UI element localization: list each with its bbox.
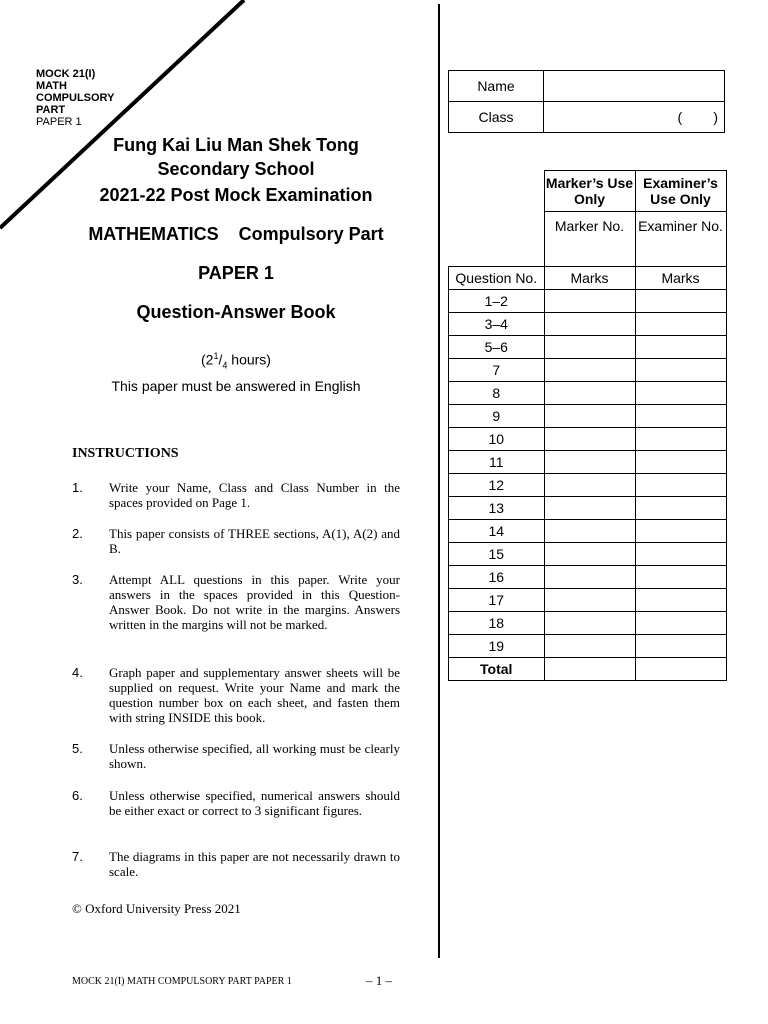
footer-text: MOCK 21(I) MATH COMPULSORY PART PAPER 1 (72, 976, 292, 987)
question-no-header: Question No. (449, 267, 545, 290)
question-number: 1–2 (449, 290, 545, 313)
page-divider (438, 4, 440, 958)
instruction-number: 3. (72, 572, 83, 587)
examiner-total-cell[interactable] (635, 658, 726, 681)
corner-line-2: MATH (36, 80, 67, 92)
table-row (449, 566, 727, 589)
examiner-mark-cell[interactable] (635, 313, 726, 336)
question-number: 10 (449, 428, 545, 451)
examiner-mark-cell[interactable] (635, 543, 726, 566)
marker-mark-cell[interactable] (544, 313, 635, 336)
examiner-mark-cell[interactable] (635, 497, 726, 520)
instruction-item (72, 480, 400, 510)
instruction-number: 7. (72, 849, 83, 864)
instruction-item (72, 788, 400, 818)
marks-table (448, 170, 727, 681)
table-row (449, 520, 727, 543)
examiner-mark-cell[interactable] (635, 405, 726, 428)
marker-no-cell: Marker No. (544, 212, 635, 267)
total-label: Total (449, 658, 545, 681)
marker-total-cell[interactable] (544, 658, 635, 681)
examiner-mark-cell[interactable] (635, 290, 726, 313)
class-number-field[interactable]: ( ) (677, 109, 718, 125)
subject-title: MATHEMATICS Compulsory Part (88, 224, 384, 244)
marker-mark-cell[interactable] (544, 428, 635, 451)
table-row (449, 290, 727, 313)
examiner-mark-cell[interactable] (635, 359, 726, 382)
corner-line-4: PART (36, 104, 66, 116)
examiner-mark-cell[interactable] (635, 566, 726, 589)
school-name-line2: Secondary School (157, 159, 315, 179)
class-label: Class (449, 102, 544, 133)
examiner-mark-cell[interactable] (635, 451, 726, 474)
question-number: 17 (449, 589, 545, 612)
duration: ($2^1/_4$ hours) (201, 351, 271, 371)
marker-mark-cell[interactable] (544, 635, 635, 658)
examiner-mark-cell[interactable] (635, 612, 726, 635)
corner-label (36, 68, 114, 128)
instruction-text: Graph paper and supplementary answer sheets will be supplied on request. Write your Name and mark the question number box on each sheet, and fasten them with string INSIDE this book. (109, 665, 400, 725)
marker-mark-cell[interactable] (544, 451, 635, 474)
marker-mark-cell[interactable] (544, 589, 635, 612)
table-row (449, 382, 727, 405)
marker-mark-cell[interactable] (544, 382, 635, 405)
question-number: 15 (449, 543, 545, 566)
book-title: Question-Answer Book (136, 302, 336, 322)
question-number: 16 (449, 566, 545, 589)
table-row (449, 428, 727, 451)
student-info-box (448, 70, 725, 133)
instruction-text: Unless otherwise specified, all working must be clearly shown. (109, 741, 400, 771)
class-field[interactable] (544, 102, 725, 133)
table-row (449, 359, 727, 382)
instruction-number: 6. (72, 788, 83, 803)
instruction-text: Write your Name, Class and Class Number in the spaces provided on Page 1. (109, 480, 400, 510)
table-row (449, 474, 727, 497)
instruction-text: This paper consists of THREE sections, A(1), A(2) and B. (109, 526, 400, 556)
corner-paper: PAPER 1 (36, 116, 82, 128)
blank-cell (449, 171, 545, 212)
marker-mark-cell[interactable] (544, 612, 635, 635)
examiner-mark-cell[interactable] (635, 635, 726, 658)
instruction-number: 1. (72, 480, 83, 495)
marker-mark-cell[interactable] (544, 520, 635, 543)
duration-prefix: (2 (201, 351, 214, 368)
instruction-text: Unless otherwise specified, numerical answers should be either exact or correct to 3 significant figures. (109, 788, 400, 818)
copyright: © Oxford University Press 2021 (72, 901, 241, 916)
page-number: – 1 – (366, 973, 392, 988)
question-number: 7 (449, 359, 545, 382)
marker-mark-cell[interactable] (544, 543, 635, 566)
instruction-text: The diagrams in this paper are not necessarily drawn to scale. (109, 849, 400, 879)
name-field[interactable] (544, 71, 725, 102)
marker-mark-cell[interactable] (544, 474, 635, 497)
instruction-item (72, 572, 400, 632)
question-number: 12 (449, 474, 545, 497)
table-row (449, 497, 727, 520)
duration-suffix: hours) (227, 351, 271, 368)
instruction-number: 5. (72, 741, 83, 756)
table-row (449, 336, 727, 359)
corner-line-1: MOCK 21(I) (36, 68, 96, 80)
school-name-line1: Fung Kai Liu Man Shek Tong (113, 135, 359, 155)
table-row (449, 635, 727, 658)
instruction-number: 2. (72, 526, 83, 541)
marker-mark-cell[interactable] (544, 336, 635, 359)
examiner-mark-cell[interactable] (635, 589, 726, 612)
table-row (449, 405, 727, 428)
examiner-mark-cell[interactable] (635, 520, 726, 543)
corner-line-3: COMPULSORY (36, 92, 115, 104)
marker-mark-cell[interactable] (544, 359, 635, 382)
instruction-item (72, 741, 400, 771)
marker-mark-cell[interactable] (544, 290, 635, 313)
examiner-mark-cell[interactable] (635, 336, 726, 359)
school-name (72, 133, 400, 181)
question-number: 18 (449, 612, 545, 635)
examiner-marks-header: Marks (635, 267, 726, 290)
marker-mark-cell[interactable] (544, 566, 635, 589)
name-label: Name (449, 71, 544, 102)
table-row (449, 543, 727, 566)
marker-mark-cell[interactable] (544, 497, 635, 520)
instruction-item (72, 526, 400, 556)
instruction-item (72, 849, 400, 879)
instruction-item (72, 665, 400, 725)
question-number: 3–4 (449, 313, 545, 336)
question-number: 14 (449, 520, 545, 543)
duration-denominator: 4 (222, 360, 228, 371)
examiner-mark-cell[interactable] (635, 428, 726, 451)
examiner-no-cell: Examiner No. (635, 212, 726, 267)
examiner-mark-cell[interactable] (635, 474, 726, 497)
examiner-mark-cell[interactable] (635, 382, 726, 405)
examiners-use-only-header: Examiner’s Use Only (635, 171, 726, 212)
paper-title: PAPER 1 (198, 263, 274, 283)
question-number: 8 (449, 382, 545, 405)
question-number: 9 (449, 405, 545, 428)
duration-numerator: 1 (213, 351, 219, 361)
total-row (449, 658, 727, 681)
question-number: 5–6 (449, 336, 545, 359)
markers-use-only-header: Marker’s Use Only (544, 171, 635, 212)
instruction-number: 4. (72, 665, 83, 680)
exam-title: 2021-22 Post Mock Examination (99, 185, 373, 205)
language-note: This paper must be answered in English (111, 378, 361, 394)
table-row (449, 612, 727, 635)
instruction-text: Attempt ALL questions in this paper. Write your answers in the spaces provided in this Question-Answer Book. Do not write in the margins. Answers written in the margins will not be marked. (109, 572, 400, 632)
table-row (449, 313, 727, 336)
table-row (449, 451, 727, 474)
question-number: 13 (449, 497, 545, 520)
question-number: 19 (449, 635, 545, 658)
instructions-heading: INSTRUCTIONS (72, 446, 179, 461)
question-number: 11 (449, 451, 545, 474)
blank-cell (449, 212, 545, 267)
table-row (449, 589, 727, 612)
marks-header: Marks (544, 267, 635, 290)
marker-mark-cell[interactable] (544, 405, 635, 428)
